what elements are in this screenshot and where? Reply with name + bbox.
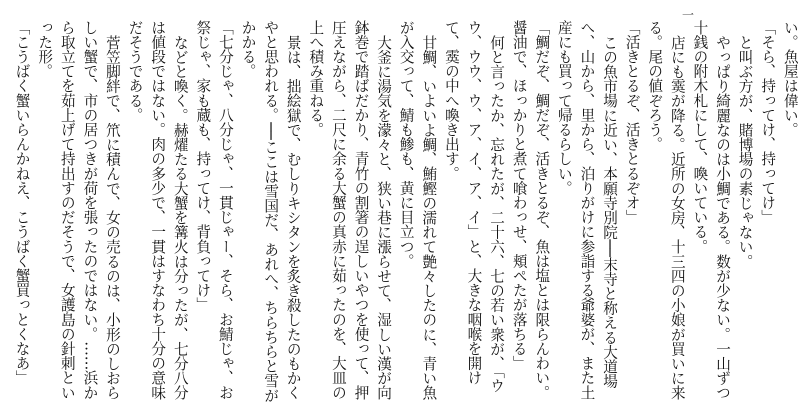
paragraph: 大釜に湯気を濛々と、狭い巷に漲らせて、湿しい漢が向鉢巻で踏ばだかり、青竹の割箸の逞しいやつを使って、押圧えながら、二尺に余る大蟹の真赤に茹ったのを、大皿の上へ積み重ねる。 [307,20,393,400]
paragraph: この魚市場に近い、本願寺別院──末寺と称える大道場へ、山から、里から、泊りがけに参詣する爺婆が、また土産にも買って帰るらしい。 [555,20,619,400]
paragraph: 甘鯛、いよいよ鯛、鮪鰹の濡れて艶々したのに、青い魚が入交って、鯖も鯵も、黄に目立つ。 [397,20,438,400]
paragraph: 何と言ったか、忘れたが、二十六、七の若い衆が、「ウウ、ウウ、ウ、ア、イ、ア、イ」と、大きな咽喉を開けて、霙の中へ喚き出す。 [442,20,506,393]
paragraph: などと喚く。赫燿たる大蟹を篝火は分ったが、七分八分は値段ではない。肉の多少で、一貫はすなわち十分の意味だそうである。 [126,20,189,400]
paragraph: い。魚屋は偉い。 [781,20,799,137]
dialogue-paragraph: 「七分じゃ、八分じゃ、一貫じゃー、そら、お鯖じゃ、お祭じゃ、家も蔵も、持ってけ、背負ってけ」 [194,20,234,400]
dialogue-paragraph: 「こうばく蟹いらんかねえ、こうばく蟹買っとくなあ」 [13,20,31,385]
text-frame [10,20,799,412]
dialogue-paragraph: 「活きとるぞ、活きとるぞオ」 [623,20,641,225]
dialogue-paragraph: 「鯛だぞ、鯛だぞ、活きとるぞ、魚は塩とは限らんわい。醤油で、ほっかりと煮て喰わっせ、頬ぺたが落ちる」 [510,20,551,400]
paragraph: 店にも霙が降る。近所の女房、十三四の小娘が買いに来る。尾の値ぞろう。 [646,20,686,400]
paragraph: やっぱり綺麗なのは小鯛である。数が少ない。一山ずつ十銭の附木札にして、喚いている。 [691,20,731,400]
dialogue-paragraph: 「そら、持ってけ、持ってけ」 [759,20,777,225]
vertical-body-text [10,20,801,412]
paragraph: 景は、拙絵獄で、むしりキシタンを炙き殺したのもかくやと思われる。──ここは雪国だ、あれへ、ちらちらと雪がかかる。 [239,20,302,403]
page-number: 一 [681,8,694,22]
paragraph: 菅笠脚絆で、笊に積んで、女の売るのは、小形のしおらしい蟹で、市の居つきが荷を張ったのではない。……浜から取立てを茹上げて持出すのだそうで、女護島の針刺といった形。 [36,20,121,400]
paragraph: と叫ぶ方が、賭博場の素じゃない。 [736,34,754,269]
